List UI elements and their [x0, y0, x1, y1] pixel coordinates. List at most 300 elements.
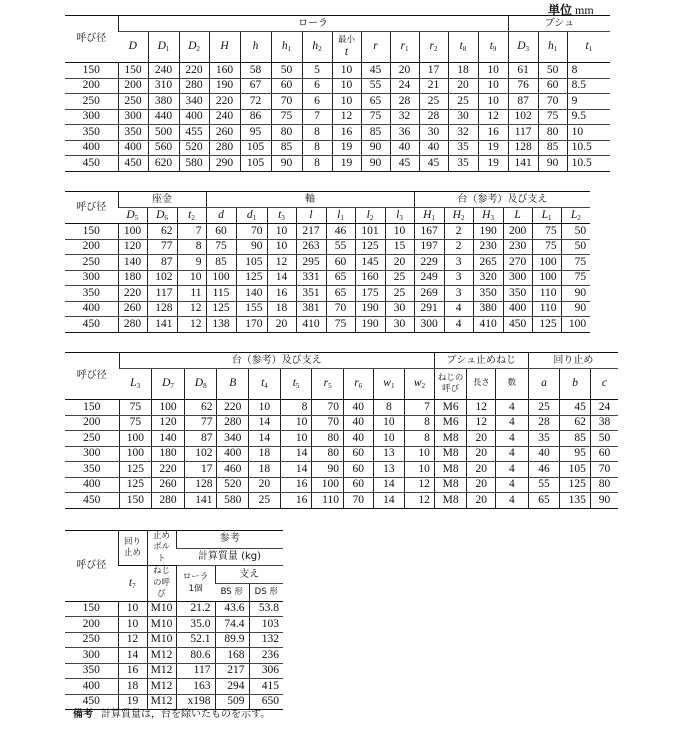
table-row	[65, 156, 610, 172]
column-symbol	[490, 40, 497, 52]
value-cell: 95	[240, 125, 271, 141]
symbol-sub: 1	[165, 45, 170, 53]
value-cell: 300	[503, 270, 532, 286]
value-cell: 175	[355, 286, 385, 302]
column-symbol	[126, 209, 138, 221]
value-cell: 17	[184, 462, 217, 478]
column-symbol	[253, 40, 259, 52]
t7-sub: 7	[132, 581, 136, 590]
value-cell: 100	[119, 446, 152, 462]
value-cell: M10	[147, 632, 176, 648]
unit-mm: mm	[575, 3, 594, 17]
value-cell: 14	[280, 446, 312, 462]
value-cell: 125	[119, 477, 152, 493]
value-cell: 8	[567, 63, 610, 79]
column-symbol	[220, 40, 228, 52]
column-symbol	[261, 377, 268, 389]
value-cell: 120	[152, 415, 185, 431]
value-cell: 7	[302, 109, 332, 125]
symbol-base: H	[423, 208, 432, 221]
nominal-size-cell: 400	[65, 679, 118, 695]
header-anti-rotation: 回り止め	[118, 531, 147, 566]
value-cell: 2	[444, 224, 473, 240]
column-header	[419, 32, 448, 63]
table-row	[65, 601, 283, 617]
table-row	[65, 224, 590, 240]
value-cell: 440	[148, 109, 179, 125]
value-cell: 140	[118, 255, 147, 271]
value-cell: 128	[508, 140, 538, 156]
value-cell: 8	[405, 415, 435, 431]
column-header: ねじの呼び	[434, 369, 467, 400]
table-row	[65, 125, 610, 141]
column-header	[217, 369, 249, 400]
column-symbol	[373, 40, 377, 52]
symbol-sub: 3	[281, 213, 285, 222]
value-cell: 30	[419, 125, 448, 141]
value-cell: 20	[267, 317, 296, 333]
value-cell: 295	[296, 255, 326, 271]
table-row	[65, 317, 590, 333]
column-symbol	[586, 40, 593, 52]
symbol-sub: 1	[404, 45, 409, 53]
symbol-sub: 5	[328, 382, 332, 390]
table-row	[65, 94, 610, 110]
column-header	[473, 208, 503, 224]
value-cell: 85	[560, 431, 591, 447]
value-cell: 12	[467, 415, 496, 431]
symbol-base: t	[344, 45, 349, 58]
symbol-base: l	[396, 208, 400, 221]
column-header	[179, 32, 209, 63]
value-cell: 263	[296, 239, 326, 255]
value-cell: 260	[152, 477, 185, 493]
column-symbol	[188, 40, 200, 52]
value-cell: 117	[176, 663, 215, 679]
value-cell: 36	[390, 125, 419, 141]
value-cell: 35	[448, 140, 478, 156]
nominal-size-cell: 300	[65, 270, 118, 286]
value-cell: 240	[148, 63, 179, 79]
value-cell: 100	[152, 400, 185, 416]
value-cell: 45	[560, 400, 591, 416]
column-header-top: 最小	[337, 35, 355, 46]
value-cell: 13	[373, 462, 405, 478]
column-symbol	[541, 377, 547, 389]
value-cell: 77	[184, 415, 217, 431]
value-cell: 580	[179, 156, 209, 172]
value-cell: 12	[177, 301, 206, 317]
column-symbol	[571, 209, 581, 221]
nominal-size-cell: 450	[65, 317, 118, 333]
value-cell: 163	[176, 679, 215, 695]
value-cell: 12	[332, 109, 361, 125]
value-cell: 200	[503, 224, 532, 240]
value-cell: 8	[373, 400, 405, 416]
value-cell: 260	[118, 301, 147, 317]
symbol-sub: 1	[287, 45, 292, 53]
value-cell: 12	[467, 400, 496, 416]
header-reference: 参考	[176, 531, 283, 549]
value-cell: 20	[249, 477, 281, 493]
value-cell: 90	[561, 286, 590, 302]
nominal-size-cell: 200	[65, 78, 118, 94]
column-header	[177, 208, 206, 224]
value-cell: 28	[390, 94, 419, 110]
value-cell: 10	[373, 431, 405, 447]
value-cell: 105	[240, 140, 271, 156]
column-header	[590, 369, 618, 400]
value-cell: 265	[473, 255, 503, 271]
column-header	[538, 32, 567, 63]
value-cell: 10	[118, 601, 147, 617]
header-stop-bolt: 止めボルト	[147, 531, 176, 566]
value-cell: 10	[332, 94, 361, 110]
value-cell: 60	[326, 255, 355, 271]
symbol-sub: 1	[390, 382, 395, 390]
value-cell: 32	[390, 109, 419, 125]
value-cell: 190	[209, 78, 240, 94]
value-cell: 7	[405, 400, 435, 416]
symbol-base: d	[246, 208, 253, 221]
column-header	[118, 32, 148, 63]
washer-shaft-base-table	[65, 191, 590, 333]
column-header	[405, 369, 435, 400]
value-cell: 53.8	[249, 601, 283, 617]
symbol-base: D	[188, 40, 197, 52]
symbol-sub: 3	[399, 213, 403, 222]
table-row	[65, 632, 283, 648]
value-cell: 16	[118, 663, 147, 679]
column-header	[390, 32, 419, 63]
value-cell: 75	[271, 109, 302, 125]
value-cell: 450	[503, 317, 532, 333]
value-cell: 20	[467, 446, 496, 462]
value-cell: 10	[267, 239, 296, 255]
value-cell: 4	[444, 301, 473, 317]
table-row	[65, 679, 283, 695]
symbol-base: H	[452, 208, 461, 221]
group-bush-set-screw: ブシュ止めねじ	[434, 353, 528, 369]
value-cell: 4	[496, 462, 529, 478]
value-cell: 60	[206, 224, 236, 240]
value-cell: 24	[390, 78, 419, 94]
value-cell: 381	[296, 301, 326, 317]
value-cell: 10	[567, 125, 610, 141]
symbol-base: t	[459, 40, 463, 52]
value-cell: 30	[385, 301, 414, 317]
nominal-size-cell: 150	[65, 400, 119, 416]
value-cell: 8	[280, 400, 312, 416]
nominal-size-cell: 400	[65, 477, 119, 493]
column-header	[312, 369, 344, 400]
value-cell: 25	[385, 286, 414, 302]
value-cell: 58	[240, 63, 271, 79]
value-cell: 70	[326, 301, 355, 317]
value-cell: 11	[177, 286, 206, 302]
value-cell: 6	[302, 78, 332, 94]
value-cell: 103	[249, 617, 283, 633]
column-symbol	[367, 209, 374, 221]
value-cell: 10	[478, 78, 508, 94]
value-cell: 520	[179, 140, 209, 156]
value-cell: M12	[147, 694, 176, 710]
column-symbol	[278, 209, 285, 221]
value-cell: 40	[528, 446, 560, 462]
value-cell: 90	[271, 156, 302, 172]
value-cell: 306	[249, 663, 283, 679]
symbol-base: D	[517, 40, 526, 52]
value-cell: 229	[414, 255, 444, 271]
value-cell: 55	[361, 78, 390, 94]
symbol-base: t	[278, 208, 282, 221]
value-cell: 62	[147, 224, 177, 240]
symbol-sub: 2	[433, 45, 438, 53]
symbol-sub: 1	[548, 213, 552, 222]
value-cell: 132	[249, 632, 283, 648]
value-cell: 90	[361, 156, 390, 172]
value-cell: 60	[271, 78, 302, 94]
symbol-base: D	[162, 377, 171, 389]
header-thread-size: ねじの呼び	[147, 566, 176, 601]
value-cell: 87	[184, 431, 217, 447]
value-cell: 10.5	[567, 140, 610, 156]
table-row	[65, 270, 590, 286]
nominal-size-cell: 450	[65, 493, 119, 509]
value-cell: 400	[217, 446, 249, 462]
column-symbol	[247, 209, 256, 221]
column-header	[240, 32, 271, 63]
column-header	[385, 208, 414, 224]
value-cell: 10	[118, 617, 147, 633]
symbol-base: h	[312, 40, 319, 52]
value-cell: 10	[373, 415, 405, 431]
column-symbol	[324, 377, 332, 389]
value-cell: 320	[473, 270, 503, 286]
column-header	[560, 369, 591, 400]
value-cell: 75	[532, 239, 561, 255]
group-base-support: 台（参考）及び支え	[414, 192, 590, 208]
value-cell: 180	[152, 446, 185, 462]
value-cell: 80	[538, 125, 567, 141]
roller-bush-dimensions-table	[65, 15, 610, 172]
value-cell: 30	[385, 317, 414, 333]
value-cell: 230	[473, 239, 503, 255]
value-cell: 190	[473, 224, 503, 240]
column-symbol	[162, 377, 174, 389]
column-symbol	[383, 377, 394, 389]
column-header	[567, 32, 610, 63]
nominal-size-cell: 300	[65, 648, 118, 664]
nominal-size-cell: 350	[65, 462, 119, 478]
mass-table	[65, 530, 283, 710]
value-cell: 16	[267, 286, 296, 302]
symbol-base: D	[194, 377, 204, 389]
row-header: 呼び径	[65, 353, 119, 400]
value-cell: 135	[560, 493, 591, 509]
value-cell: 125	[119, 462, 152, 478]
value-cell: 8	[405, 431, 435, 447]
value-cell: 75	[538, 109, 567, 125]
symbol-sub: 9	[492, 45, 497, 53]
value-cell: 14	[267, 270, 296, 286]
column-header	[236, 208, 267, 224]
value-cell: 10	[405, 462, 435, 478]
value-cell: 415	[249, 679, 283, 695]
column-symbol	[602, 377, 607, 389]
value-cell: 77	[147, 239, 177, 255]
value-cell: 85	[271, 140, 302, 156]
value-cell: 141	[184, 493, 217, 509]
value-cell: 20	[467, 493, 496, 509]
value-cell: 236	[249, 648, 283, 664]
nominal-size-cell: 300	[65, 446, 119, 462]
value-cell: 160	[355, 270, 385, 286]
column-header	[206, 208, 236, 224]
value-cell: 217	[296, 224, 326, 240]
value-cell: 400	[503, 301, 532, 317]
column-header	[147, 208, 177, 224]
value-cell: 65	[326, 286, 355, 302]
symbol-sub: 6	[358, 382, 363, 390]
value-cell: 65	[361, 94, 390, 110]
table-row	[65, 255, 590, 271]
value-cell: M6	[434, 400, 467, 416]
value-cell: 140	[152, 431, 185, 447]
value-cell: 20	[467, 462, 496, 478]
value-cell: 2	[444, 239, 473, 255]
column-header	[148, 32, 179, 63]
symbol-sub: 8	[462, 45, 467, 53]
value-cell: 100	[119, 431, 152, 447]
symbol-sub: 2	[196, 45, 200, 53]
value-cell: M10	[147, 617, 176, 633]
column-header	[503, 208, 532, 224]
value-cell: 8	[302, 125, 332, 141]
value-cell: 150	[119, 493, 152, 509]
value-cell: 100	[532, 255, 561, 271]
value-cell: 350	[503, 286, 532, 302]
value-cell: 8	[177, 239, 206, 255]
value-cell: 65	[326, 270, 355, 286]
value-cell: 72	[240, 94, 271, 110]
value-cell: 230	[503, 239, 532, 255]
table-row	[65, 648, 283, 664]
value-cell: 90	[312, 462, 344, 478]
value-cell: M8	[434, 446, 467, 462]
column-header	[532, 208, 561, 224]
value-cell: 300	[414, 317, 444, 333]
value-cell: 40	[419, 140, 448, 156]
column-symbol	[282, 40, 291, 52]
symbol-sub: 2	[318, 45, 322, 53]
value-cell: 7	[177, 224, 206, 240]
value-cell: 87	[508, 94, 538, 110]
symbol-base: h	[548, 40, 554, 52]
value-cell: 45	[390, 156, 419, 172]
column-header	[332, 32, 361, 63]
table-row	[65, 617, 283, 633]
value-cell: 65	[528, 493, 560, 509]
symbol-sub: 2	[369, 213, 374, 222]
table-row	[65, 140, 610, 156]
value-cell: 10	[280, 431, 312, 447]
value-cell: 160	[209, 63, 240, 79]
value-cell: 14	[249, 415, 281, 431]
column-header	[209, 32, 240, 63]
group-shaft: 軸	[206, 192, 414, 208]
table-row	[65, 477, 618, 493]
value-cell: 12	[405, 493, 435, 509]
value-cell: 167	[414, 224, 444, 240]
value-cell: 340	[179, 94, 209, 110]
value-cell: 60	[343, 477, 373, 493]
column-header	[343, 369, 373, 400]
value-cell: 6	[302, 94, 332, 110]
column-symbol	[129, 40, 137, 52]
group-anti-rotation: 回り止め	[528, 353, 618, 369]
nominal-size-cell: 400	[65, 140, 118, 156]
value-cell: 52.1	[176, 632, 215, 648]
symbol-base: r	[323, 377, 329, 389]
value-cell: 15	[385, 239, 414, 255]
group-washer: 座金	[118, 192, 206, 208]
value-cell: 50	[561, 224, 590, 240]
value-cell: 217	[215, 663, 249, 679]
value-cell: 3	[444, 255, 473, 271]
value-cell: 89.9	[215, 632, 249, 648]
value-cell: 25	[385, 270, 414, 286]
value-cell: 350	[118, 125, 148, 141]
column-symbol	[195, 377, 207, 389]
value-cell: 46	[326, 224, 355, 240]
table-row	[65, 431, 618, 447]
value-cell: 280	[179, 78, 209, 94]
value-cell: 45	[361, 63, 390, 79]
remark-note	[73, 705, 270, 720]
header-bs: BS 形	[215, 584, 249, 602]
symbol-base: h	[281, 40, 288, 52]
value-cell: 12	[405, 477, 435, 493]
value-cell: 138	[206, 317, 236, 333]
value-cell: 10	[177, 270, 206, 286]
symbol-sub: 5	[134, 213, 139, 222]
column-symbol	[337, 209, 344, 221]
value-cell: 60	[538, 78, 567, 94]
symbol-sub: 7	[170, 382, 174, 390]
value-cell: 20	[448, 78, 478, 94]
table-row	[65, 109, 610, 125]
value-cell: 87	[147, 255, 177, 271]
column-symbol	[430, 40, 438, 52]
symbol-base: L	[514, 208, 521, 221]
nominal-size-cell: 450	[65, 156, 118, 172]
symbol-sub: 2	[191, 213, 195, 222]
symbol-base: r	[400, 40, 405, 52]
value-cell: 105	[560, 462, 591, 478]
symbol-base: t	[489, 40, 493, 52]
value-cell: 75	[532, 224, 561, 240]
symbol-base: H	[482, 208, 491, 221]
value-cell: 12	[478, 109, 508, 125]
column-symbol	[309, 209, 312, 221]
value-cell: 560	[148, 140, 179, 156]
value-cell: 16	[332, 125, 361, 141]
value-cell: 40	[390, 140, 419, 156]
symbol-base: D	[156, 208, 165, 221]
value-cell: 380	[473, 301, 503, 317]
column-symbol	[460, 40, 467, 52]
